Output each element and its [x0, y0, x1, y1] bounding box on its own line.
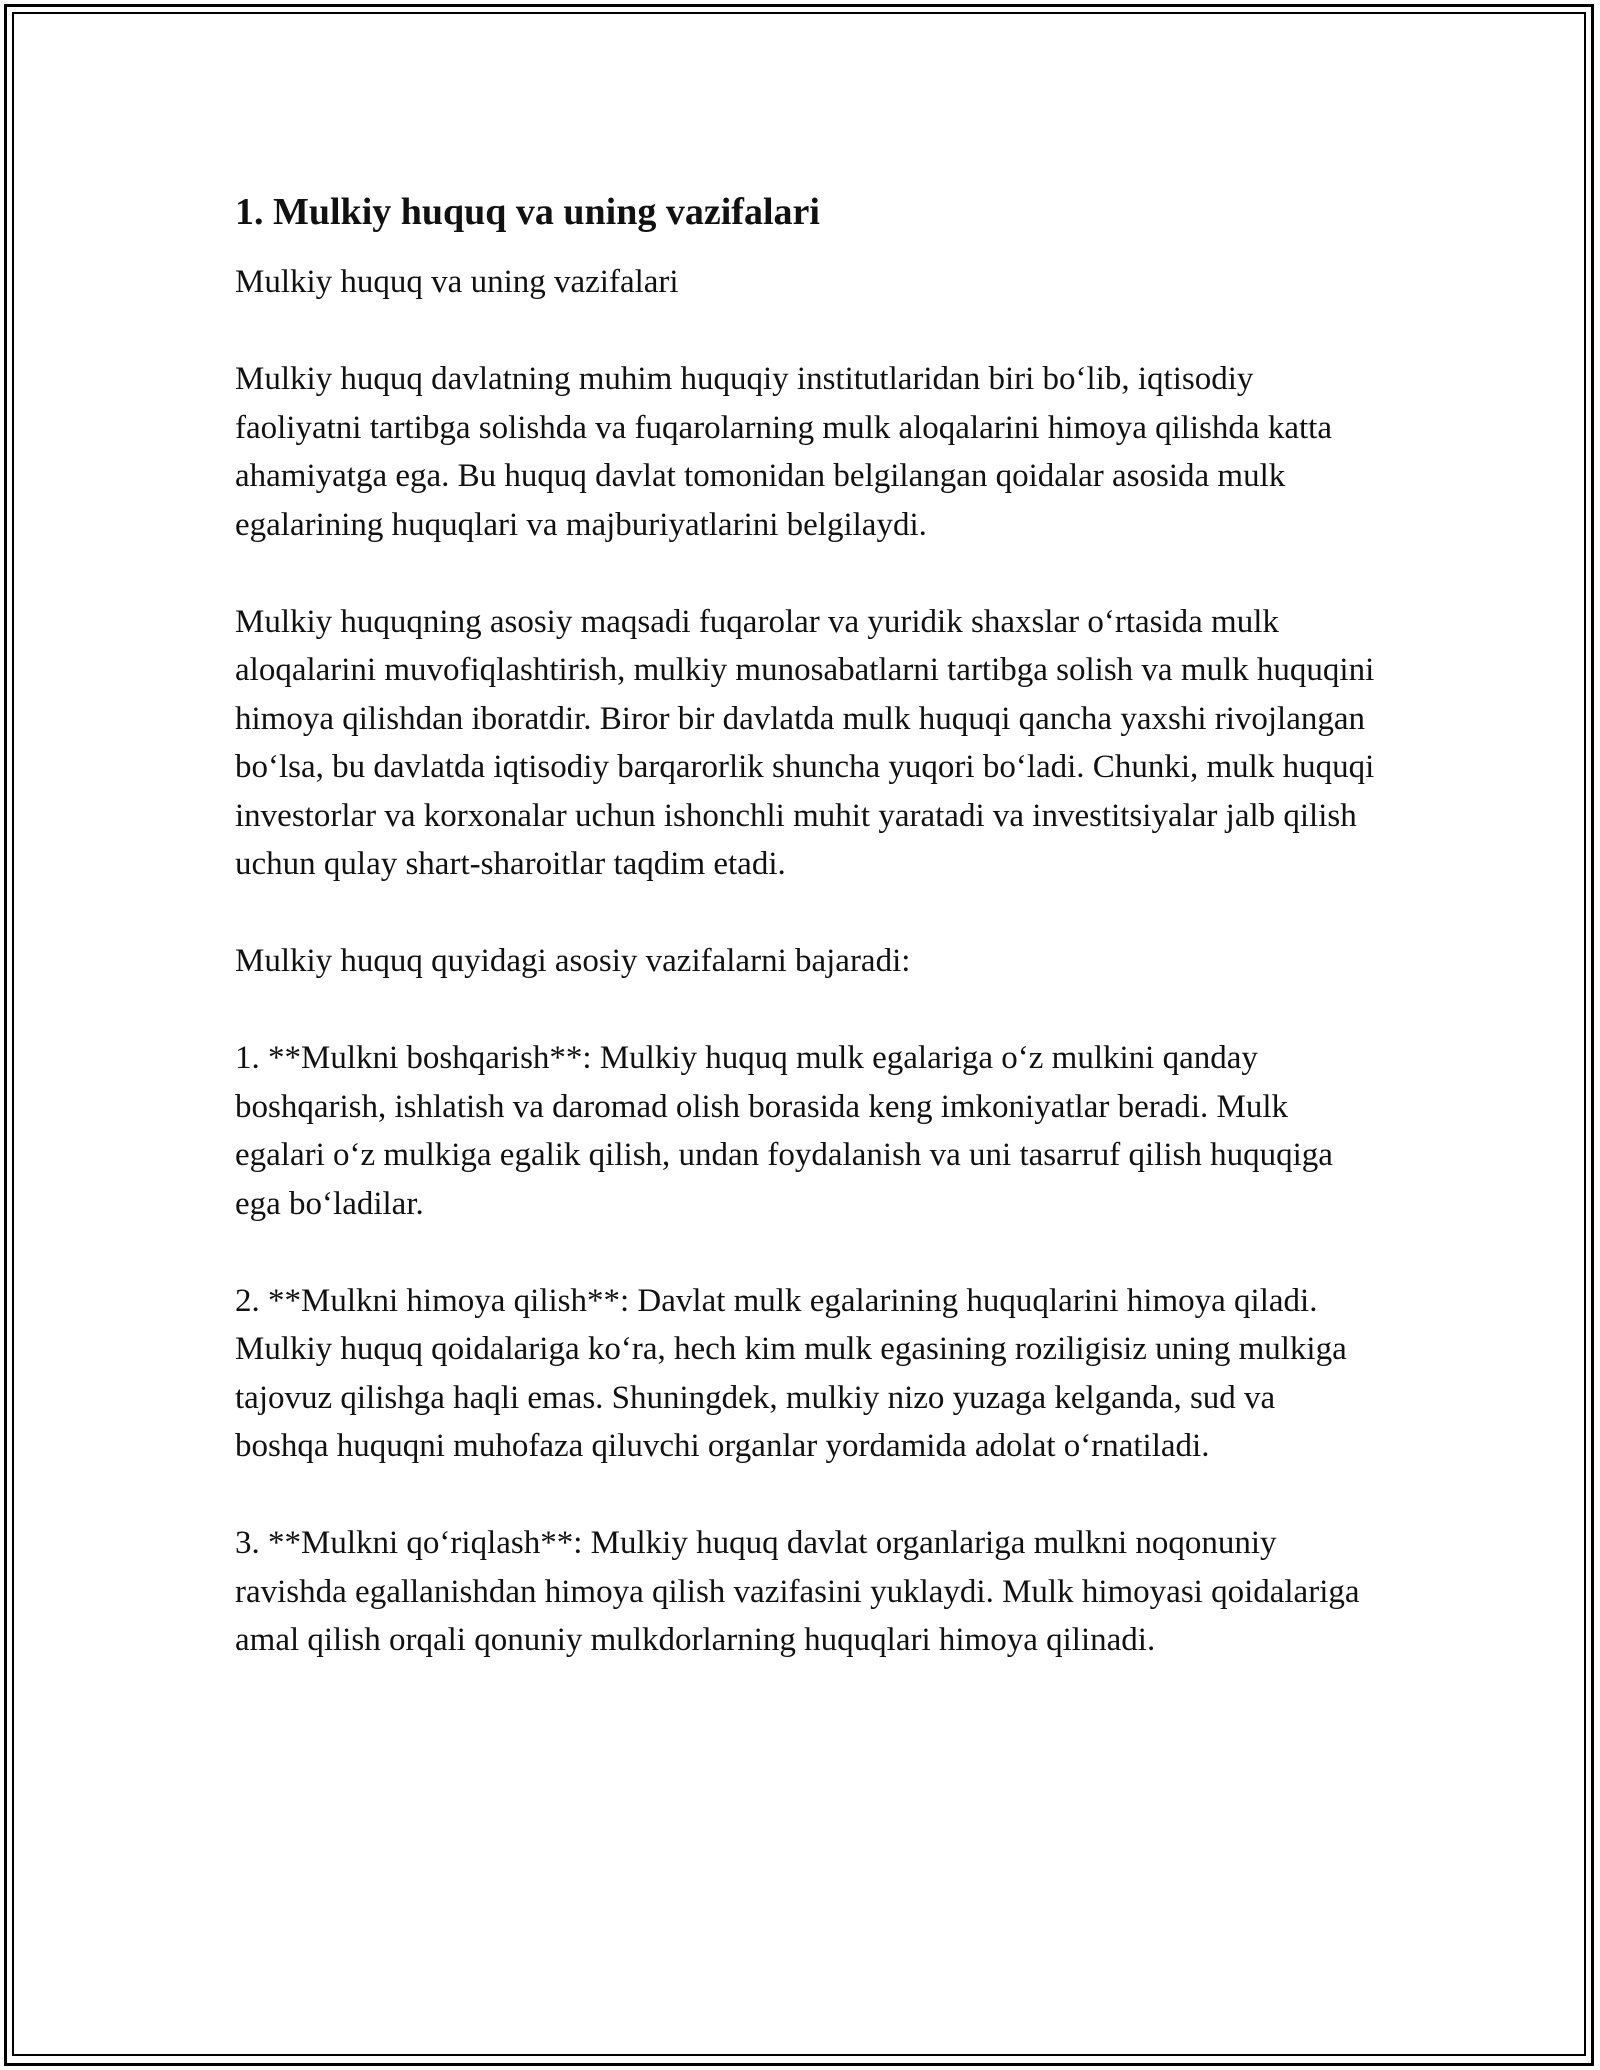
paragraph-function-1: 1. **Mulkni boshqarish**: Mulkiy huquq mulk egalariga o‘z mulkini qanday boshqarish, ishlatish va daromad olish borasida keng imkoniyatlar beradi. Mulk egalari o‘z mulkiga egalik qilish, undan foydalanish va uni tasarruf qilish huquqiga ega bo‘ladilar.	[235, 1040, 1333, 1222]
document-heading: 1. Mulkiy huquq va uning vazifalari	[235, 191, 820, 233]
document-subtitle: Mulkiy huquq va uning vazifalari	[235, 264, 679, 300]
paragraph-intro: Mulkiy huquq davlatning muhim huquqiy institutlaridan biri bo‘lib, iqtisodiy faoliyatni tartibga solishda va fuqarolarning mulk aloqalarini himoya qilishda katta ahamiyatga ega. Bu huquq davlat tomonidan belgilangan qoidalar asosida mulk egalarining huquqlari va majburiyatlarini belgilaydi.	[235, 361, 1332, 543]
paragraph-functions-lead: Mulkiy huquq quyidagi asosiy vazifalarni bajaradi:	[235, 943, 911, 979]
paragraph-purpose: Mulkiy huquqning asosiy maqsadi fuqarolar va yuridik shaxslar o‘rtasida mulk aloqalarini muvofiqlashtirish, mulkiy munosabatlarni tartibga solish va mulk huquqini himoya qilishdan iboratdir. Biror bir davlatda mulk huquqi qancha yaxshi rivojlangan bo‘lsa, bu davlatda iqtisodiy barqarorlik shuncha yuqori bo‘ladi. Chunki, mulk huquqi investorlar va korxonalar uchun ishonchli muhit yaratadi va investitsiyalar jalb qilish uchun qulay shart-sharoitlar taqdim etadi.	[235, 603, 1375, 882]
document-body	[235, 188, 1375, 1713]
paragraph-function-3: 3. **Mulkni qo‘riqlash**: Mulkiy huquq davlat organlariga mulkni noqonuniy ravishda egallanishdan himoya qilish vazifasini yuklaydi. Mulk himoyasi qoidalariga amal qilish orqali qonuniy mulkdorlarning huquqlari himoya qilinadi.	[235, 1525, 1360, 1658]
paragraph-function-2: 2. **Mulkni himoya qilish**: Davlat mulk egalarining huquqlarini himoya qiladi. Mulkiy huquq qoidalariga ko‘ra, hech kim mulk egasining roziligisiz uning mulkiga tajovuz qilishga haqli emas. Shuningdek, mulkiy nizo yuzaga kelganda, sud va boshqa huquqni muhofaza qiluvchi organlar yordamida adolat o‘rnatiladi.	[235, 1282, 1347, 1464]
